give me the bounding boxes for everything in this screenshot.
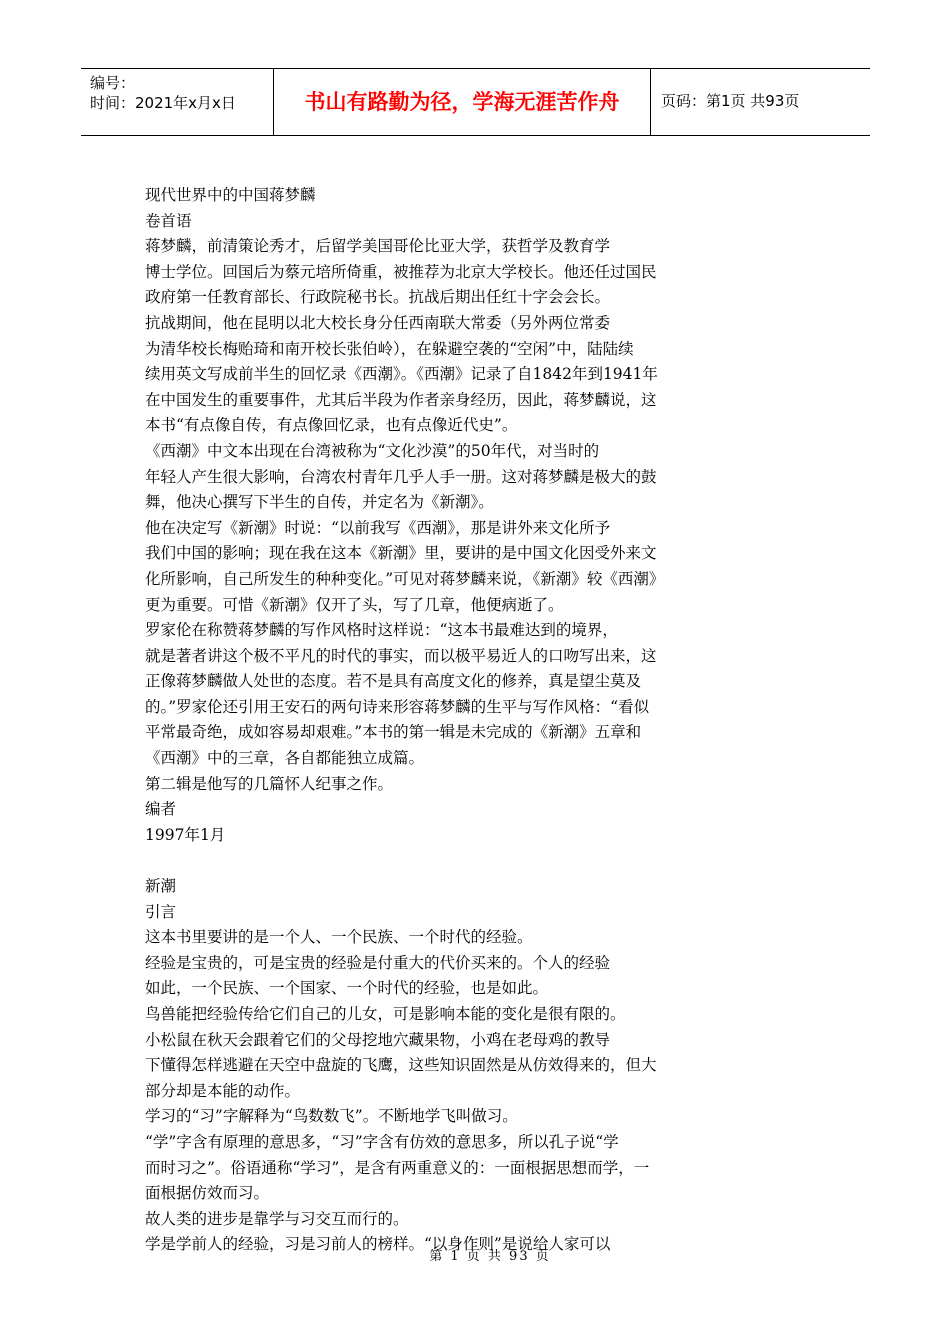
text-line: 编者 (145, 800, 177, 819)
text-line: 这本书里要讲的是一个人、一个民族、一个时代的经验。 (145, 928, 533, 947)
text-line: 平常最奇绝，成如容易却艰难。”本书的第一辑是未完成的《新潮》五章和 (145, 723, 642, 742)
text-line: 在中国发生的重要事件，尤其后半段为作者亲身经历，因此，蒋梦麟说，这 (145, 390, 657, 409)
text-line: 我们中国的影响；现在我在这本《新潮》里，要讲的是中国文化因受外来文 (145, 544, 657, 563)
text-line: 正像蒋梦麟做人处世的态度。若不是具有高度文化的修养，真是望尘莫及 (145, 672, 642, 691)
text-line: 部分却是本能的动作。 (145, 1081, 301, 1100)
header-motto: 书山有路勤为径，学海无涯苦作舟 (274, 69, 651, 135)
page-footer: 第 1 页 共 93 页 (429, 1249, 551, 1264)
text-line: 新潮 (145, 877, 177, 896)
text-line: 就是著者讲这个极不平凡的时代的事实，而以极平易近人的口吻写出来，这 (145, 646, 657, 665)
text-line: “学”字含有原理的意思多，“习”字含有仿效的意思多，所以孔子说“学 (145, 1132, 619, 1151)
text-line: 引言 (145, 902, 177, 921)
text-line: 《西潮》中的三章，各自都能独立成篇。 (145, 749, 425, 768)
text-line: 第二辑是他写的几篇怀人纪事之作。 (145, 774, 394, 793)
section-gap (145, 848, 745, 874)
text-line: 年轻人产生很大影响，台湾农村青年几乎人手一册。这对蒋梦麟是极大的鼓 (145, 467, 657, 486)
text-line: 学是学前人的经验，习是习前人的榜样。“以身作则”是说给人家可以 (145, 1235, 611, 1254)
header-meta-cell (81, 69, 274, 135)
text-line: 博士学位。回国后为蔡元培所倚重，被推荐为北京大学校长。他还任过国民 (145, 262, 657, 281)
text-line: 1997年1月 (145, 825, 226, 844)
text-line: 的。”罗家伦还引用王安石的两句诗来形容蒋梦麟的生平与写作风格：“看似 (145, 697, 650, 716)
text-line: 面根据仿效而习。 (145, 1184, 270, 1203)
text-line: 罗家伦在称赞蒋梦麟的写作风格时这样说：“这本书最难达到的境界， (145, 621, 618, 640)
text-line: 而时习之”。俗语通称“学习”，是含有两重意义的：一面根据思想而学，一 (145, 1158, 650, 1177)
text-line: 更为重要。可惜《新潮》仅开了头，写了几章，他便病逝了。 (145, 595, 564, 614)
body-section-xinchao (145, 874, 745, 1258)
text-line: 小松鼠在秋天会跟着它们的父母挖地穴藏果物，小鸡在老母鸡的教导 (145, 1030, 611, 1049)
text-line: 故人类的进步是靠学与习交互而行的。 (145, 1209, 409, 1228)
document-time-label: 时间：2021年x月x日 (90, 94, 236, 112)
text-line: 舞，他决心撰写下半生的自传，并定名为《新潮》。 (145, 493, 494, 512)
text-line: 抗战期间，他在昆明以北大校长身分任西南联大常委（另外两位常委 (145, 313, 611, 332)
text-line: 续用英文写成前半生的回忆录《西潮》。《西潮》记录了自1842年到1941年 (145, 365, 658, 384)
body-section-preface (145, 183, 745, 848)
text-line: 如此，一个民族、一个国家、一个时代的经验，也是如此。 (145, 979, 549, 998)
text-line: 蒋梦麟，前清策论秀才，后留学美国哥伦比亚大学，获哲学及教育学 (145, 237, 611, 256)
document-body (145, 183, 745, 1258)
text-line: 本书“有点像自传，有点像回忆录，也有点像近代史”。 (145, 416, 518, 435)
text-line: 经验是宝贵的，可是宝贵的经验是付重大的代价买来的。个人的经验 (145, 953, 611, 972)
text-line: 现代世界中的中国蒋梦麟 (145, 186, 316, 204)
document-number-label: 编号： (90, 74, 136, 92)
text-line: 化所影响，自己所发生的种种变化。”可见对蒋梦麟来说，《新潮》较《西潮》 (145, 569, 665, 588)
text-line: 卷首语 (145, 211, 192, 230)
text-line: 下懂得怎样逃避在天空中盘旋的飞鹰，这些知识固然是从仿效得来的，但大 (145, 1056, 657, 1075)
text-line: 鸟兽能把经验传给它们自己的儿女，可是影响本能的变化是很有限的。 (145, 1005, 626, 1023)
text-line: 学习的“习”字解释为“鸟数数飞”。不断地学飞叫做习。 (145, 1107, 518, 1126)
header-page-info: 页码：第1页 共93页 (661, 92, 800, 110)
text-line: 《西潮》中文本出现在台湾被称为“文化沙漠”的50年代，对当时的 (145, 441, 600, 460)
page-header (81, 68, 870, 136)
text-line: 为清华校长梅贻琦和南开校长张伯岭），在躲避空袭的“空闲”中，陆陆续 (145, 339, 634, 358)
text-line: 政府第一任教育部长、行政院秘书长。抗战后期出任红十字会会长。 (145, 288, 611, 307)
text-line: 他在决定写《新潮》时说：“以前我写《西潮》，那是讲外来文化所予 (145, 518, 611, 537)
